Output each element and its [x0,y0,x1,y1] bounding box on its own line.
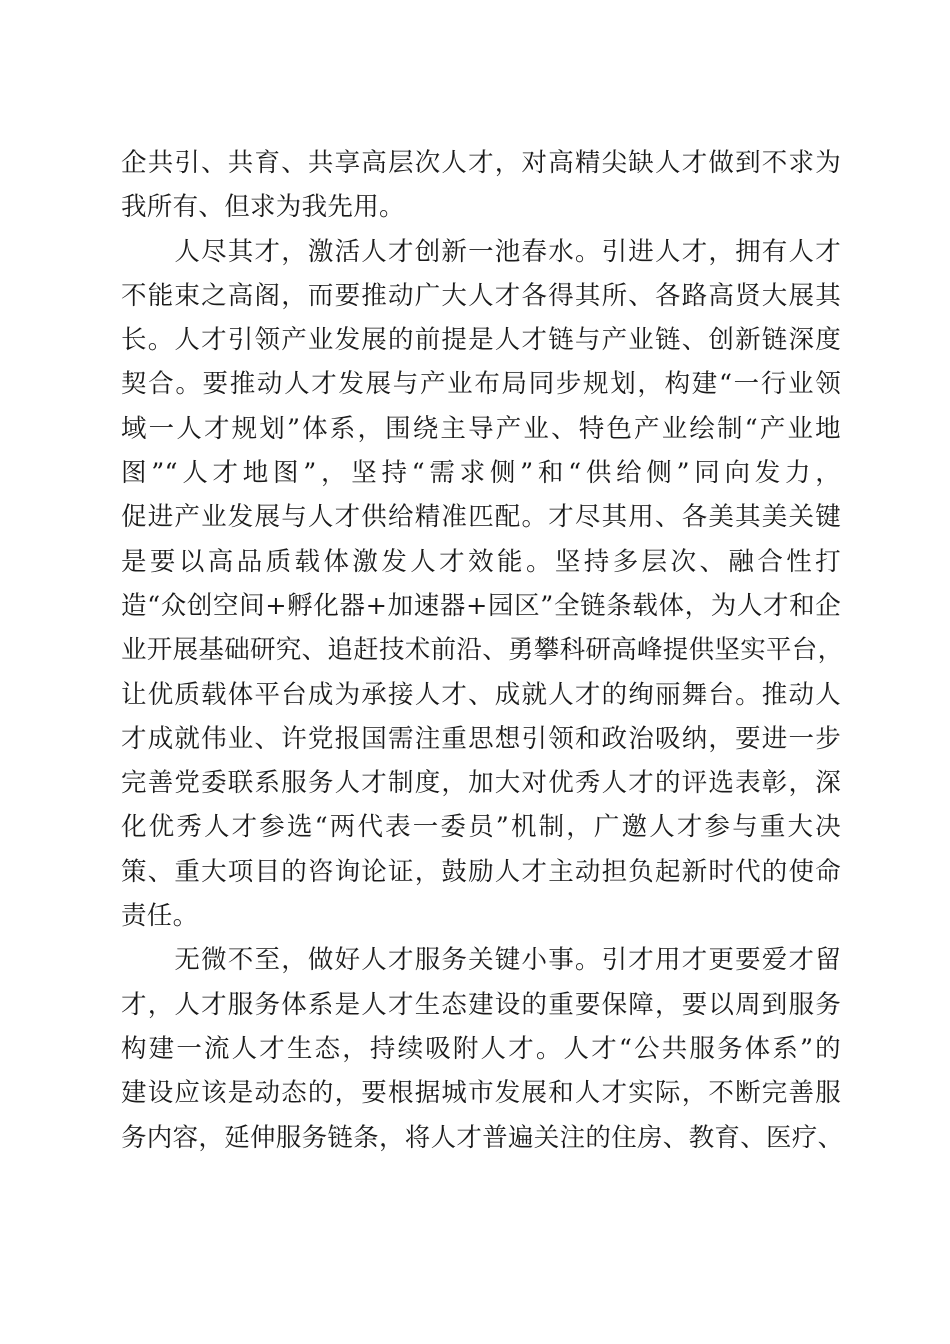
text-line: 策、重大项目的咨询论证，鼓励人才主动担负起新时代的使命 [121,856,841,887]
paragraph-1 [121,141,841,230]
text-line: 造“众创空间+孵化器+加速器+园区”全链条载体，为人才和企 [121,590,841,621]
text-line: 无微不至，做好人才服务关键小事。引才用才更要爱才留 [121,945,841,976]
text-line: 促进产业发展与人才供给精准匹配。才尽其用、各美其美关键 [121,502,841,533]
text-line: 务内容，延伸服务链条，将人才普遍关注的住房、教育、医疗、 [121,1122,844,1153]
text-line: 我所有、但求为我先用。 [121,192,405,223]
text-line: 不能束之高阁，而要推动广大人才各得其所、各路高贤大展其 [121,280,841,311]
text-line: 域一人才规划”体系，围绕主导产业、特色产业绘制“产业地 [121,413,841,444]
text-line: 长。人才引领产业发展的前提是人才链与产业链、创新链深度 [121,325,841,356]
paragraph-3 [121,938,844,1159]
text-line: 业开展基础研究、追赶技术前沿、勇攀科研高峰提供坚实平台， [121,635,844,666]
text-line: 人尽其才，激活人才创新一池春水。引进人才，拥有人才 [121,236,841,267]
paragraph-2 [121,230,844,939]
text-line: 是要以高品质载体激发人才效能。坚持多层次、融合性打 [121,546,841,577]
document-body [121,141,844,1160]
text-line: 建设应该是动态的，要根据城市发展和人才实际，不断完善服 [121,1078,841,1109]
text-line: 才，人才服务体系是人才生态建设的重要保障，要以周到服务 [121,989,841,1020]
text-line: 让优质载体平台成为承接人才、成就人才的绚丽舞台。推动人 [121,679,841,710]
text-line: 化优秀人才参选“两代表一委员”机制，广邀人才参与重大决 [121,812,841,843]
text-line: 构建一流人才生态，持续吸附人才。人才“公共服务体系”的 [121,1033,841,1064]
text-line: 契合。要推动人才发展与产业布局同步规划，构建“一行业领 [121,369,841,400]
text-line: 责任。 [121,901,199,932]
text-line: 图”“人才地图”，坚持“需求侧”和“供给侧”同向发力， [121,458,841,489]
text-line: 才成就伟业、许党报国需注重思想引领和政治吸纳，要进一步 [121,723,841,754]
text-line: 完善党委联系服务人才制度，加大对优秀人才的评选表彰，深 [121,768,841,799]
text-line: 企共引、共育、共享高层次人才，对高精尖缺人才做到不求为 [121,148,841,178]
